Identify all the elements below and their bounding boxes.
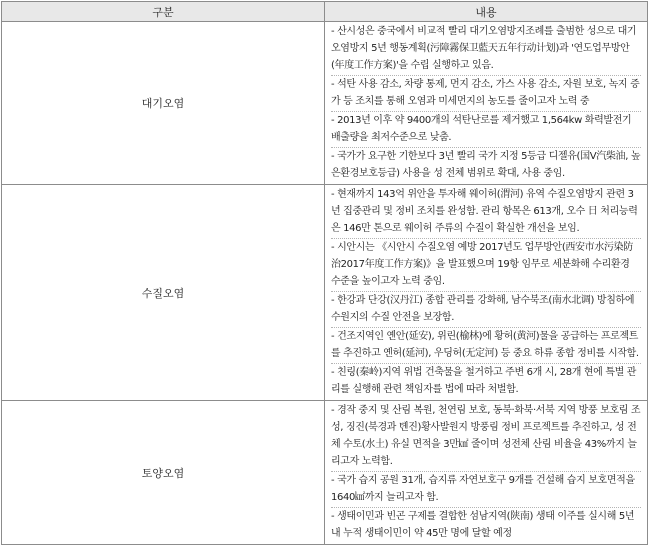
category-cell: 대기오염 [2, 22, 325, 185]
row-air-pollution [2, 22, 648, 185]
list-item: - 생태이민과 빈곤 구제를 결합한 섬남지역(陕南) 생태 이주를 실시해 5년 내 누적 생태이민이 약 45만 명에 달할 예정 [331, 511, 635, 539]
list-item: - 경작 중지 및 산림 복원, 천연림 보호, 동북·화북·서북 지역 방풍 보호림 조성, 징진(북경과 톈진)황사발원지 방풍림 정비 프로젝트를 추진하고, 성 전체 수토(水土) 유실 면적을 3만㎢ 줄이며 성전체 산림 비율을 43%까지 늘리고자 노력함. [331, 402, 641, 472]
list-item: - 국가 습지 공원 31개, 습지류 자연보호구 9개를 건설해 습지 보호면적을 1640㎢까지 늘리고자 함. [331, 472, 641, 508]
header-content: 내용 [325, 2, 648, 22]
category-cell: 수질오염 [2, 185, 325, 401]
list-item: - 건조지역인 옌안(延安), 위린(榆林)에 황허(黄河)물을 공급하는 프로젝트를 추진하고 옌허(延河), 우딩허(无定河) 등 중요 하류 종합 정비를 시작함. [331, 328, 641, 364]
content-cell [325, 185, 648, 401]
list-item: - 한강과 단강(汉丹江) 종합 관리를 강화해, 남수북조(南水北调) 방침하에 수원지의 수질 안전을 보장함. [331, 292, 641, 328]
list-item: - 2013년 이후 약 9400개의 석탄난로를 제거했고 1,564kw 화력발전기 배출량을 최저수준으로 낮춤. [331, 112, 641, 148]
row-water-pollution [2, 185, 648, 401]
list-item: - 산시성은 중국에서 비교적 빨리 대기오염방지조례를 출범한 성으로 대기오염방지 5년 행동계획(污障霧保卫藍天五年行动计划)과 '연도업무방안(年度工作方案)'을 수립 실행하고 있음. [331, 23, 641, 76]
category-cell: 토양오염 [2, 401, 325, 545]
row-soil-pollution [2, 401, 648, 545]
list-item: - 현재까지 143억 위안을 투자해 웨이허(渭河) 유역 수질오염방지 관련 3년 집중관리 및 정비 조치를 완성함. 관리 항목은 613개, 오수 日 처리능력은 146만 톤으로 웨이허 주류의 수질이 확실한 개선을 보임. [331, 186, 641, 239]
content-table [1, 1, 648, 545]
list-item: - 시안시는 《시안시 수질오염 예방 2017년도 업무방안(西安市水污染防治2017年度工作方案)》을 발표했으며 19항 임무로 세분화해 수리환경 수준을 높이고자 노력 중임. [331, 239, 641, 292]
content-cell [325, 22, 648, 185]
header-row [2, 2, 648, 22]
list-item: - 친링(秦岭)지역 위법 건축물을 철거하고 주변 6개 시, 28개 현에 특별 관리를 실행해 관련 책임자를 법에 따라 처벌함. [331, 367, 637, 395]
header-category: 구분 [2, 2, 325, 22]
list-item: - 국가가 요구한 기한보다 3년 빨리 국가 지정 5등급 디젤유(国Ⅴ汽柴油, 높은환경보호등급) 사용을 성 전체 범위로 확대, 사용 중임. [331, 151, 641, 179]
content-cell [325, 401, 648, 545]
list-item: - 석탄 사용 감소, 차량 통제, 먼지 감소, 가스 사용 감소, 자원 보호, 녹지 증가 등 조치를 통해 오염과 미세먼지의 농도를 줄이고자 노력 중 [331, 76, 641, 112]
